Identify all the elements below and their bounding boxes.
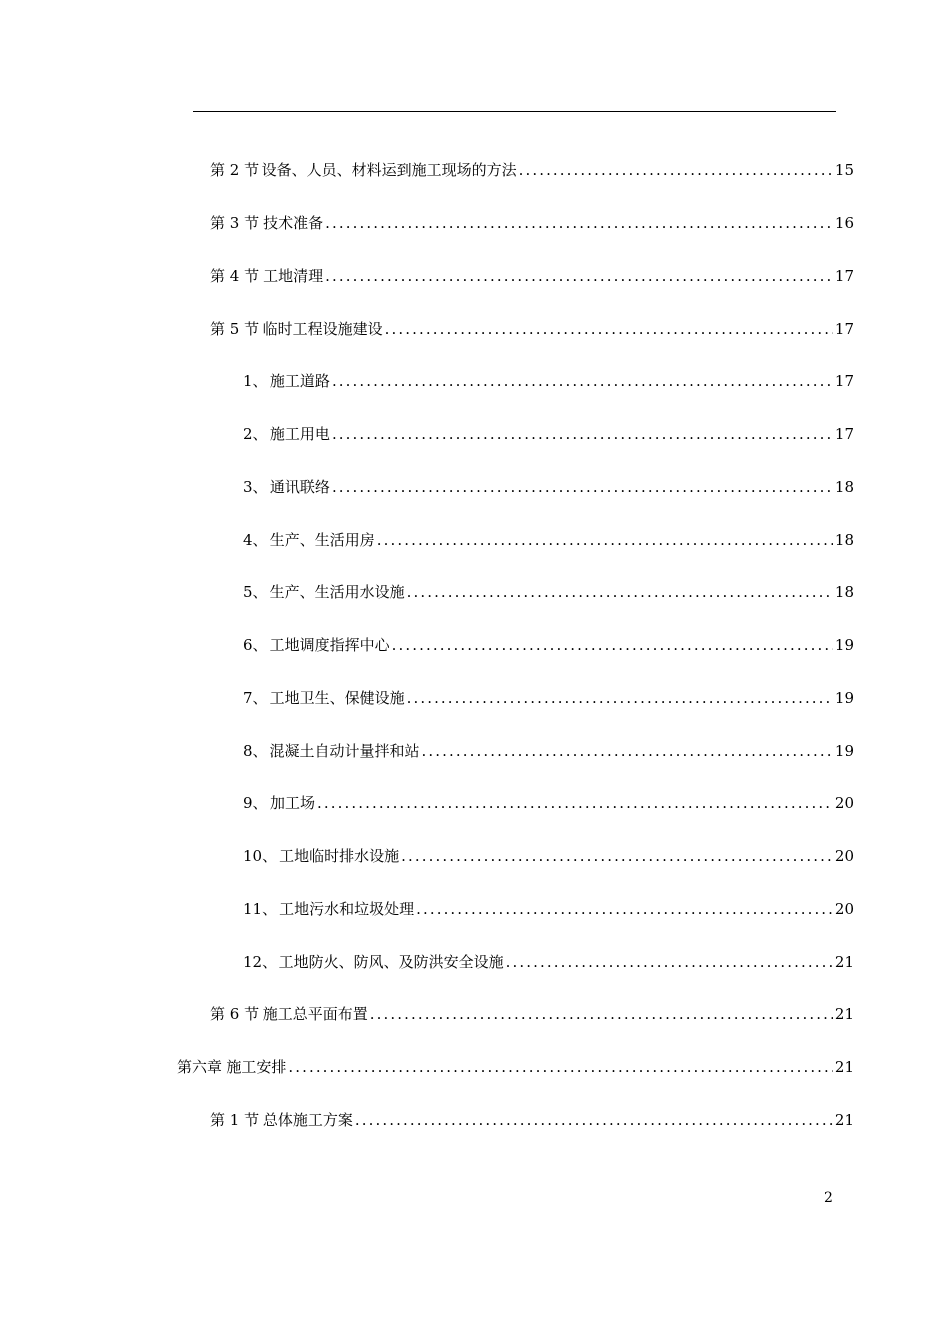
toc-entry-title: 工地卫生、保健设施 bbox=[269, 689, 405, 707]
toc-entry-title: 施工用电 bbox=[269, 425, 330, 443]
toc-entry-number: 2、 bbox=[243, 425, 268, 443]
toc-entry-page: 21 bbox=[834, 1058, 854, 1076]
toc-entry[interactable] bbox=[243, 846, 854, 866]
toc-leader-dots bbox=[407, 688, 833, 708]
toc-entry[interactable] bbox=[243, 952, 854, 972]
toc-entry-number: 1、 bbox=[243, 372, 268, 390]
toc-entry-page: 21 bbox=[834, 953, 854, 971]
toc-entry-title: 施工道路 bbox=[269, 372, 330, 390]
toc-entry-title: 通讯联络 bbox=[269, 478, 330, 496]
toc-entry-title: 施工总平面布置 bbox=[262, 1005, 368, 1023]
toc-entry[interactable] bbox=[177, 1057, 854, 1077]
toc-entry[interactable] bbox=[243, 530, 854, 550]
footer-page-number: 2 bbox=[824, 1190, 833, 1206]
toc-leader-dots bbox=[416, 899, 833, 919]
toc-entry-number: 11、 bbox=[243, 900, 278, 918]
toc-entry-number: 5、 bbox=[243, 583, 268, 601]
toc-entry[interactable] bbox=[243, 741, 854, 761]
toc-entry-page: 19 bbox=[834, 742, 854, 760]
toc-leader-dots bbox=[332, 371, 833, 391]
toc-entry-page: 17 bbox=[834, 320, 854, 338]
toc-entry-page: 16 bbox=[834, 214, 854, 232]
toc-leader-dots bbox=[519, 160, 833, 180]
toc-leader-dots bbox=[355, 1110, 833, 1130]
toc-leader-dots bbox=[407, 582, 833, 602]
toc-leader-dots bbox=[385, 319, 833, 339]
toc-entry-title: 生产、生活用房 bbox=[269, 531, 375, 549]
toc-entry-number: 10、 bbox=[243, 847, 278, 865]
toc-leader-dots bbox=[332, 424, 833, 444]
toc-entry[interactable] bbox=[243, 371, 854, 391]
toc-entry-page: 19 bbox=[834, 636, 854, 654]
toc-entry-title: 设备、人员、材料运到施工现场的方法 bbox=[261, 161, 517, 179]
toc-entry-number: 第 6 节 bbox=[210, 1005, 260, 1023]
toc-entry-page: 20 bbox=[834, 900, 854, 918]
toc-entry-number: 7、 bbox=[243, 689, 268, 707]
toc-entry-title: 工地防火、防风、及防洪安全设施 bbox=[278, 953, 504, 971]
toc-leader-dots bbox=[392, 635, 833, 655]
toc-leader-dots bbox=[332, 477, 833, 497]
toc-leader-dots bbox=[288, 1057, 833, 1077]
toc-leader-dots bbox=[325, 266, 833, 286]
toc-entry-title: 加工场 bbox=[270, 794, 316, 812]
toc-entry-title: 工地调度指挥中心 bbox=[269, 636, 390, 654]
toc-entry-number: 6、 bbox=[243, 636, 268, 654]
toc-entry-number: 第 3 节 bbox=[210, 214, 260, 232]
toc-entry[interactable] bbox=[210, 266, 854, 286]
toc-entry-title: 技术准备 bbox=[263, 214, 324, 232]
toc-entry-number: 第 4 节 bbox=[210, 267, 260, 285]
toc-entry[interactable] bbox=[210, 319, 854, 339]
toc-entry-page: 18 bbox=[834, 583, 854, 601]
toc-entry-number: 第六章 bbox=[177, 1058, 223, 1076]
toc-entry[interactable] bbox=[210, 1110, 854, 1130]
toc-entry-title: 生产、生活用水设施 bbox=[269, 583, 405, 601]
toc-entry-page: 17 bbox=[834, 425, 854, 443]
toc-entry-title: 工地临时排水设施 bbox=[279, 847, 400, 865]
toc-entry-page: 19 bbox=[834, 689, 854, 707]
toc-entry-page: 18 bbox=[834, 531, 854, 549]
toc-entry-title: 工地清理 bbox=[263, 267, 324, 285]
toc-entry-number: 第 2 节 bbox=[210, 161, 260, 179]
toc-leader-dots bbox=[317, 793, 833, 813]
toc-entry[interactable] bbox=[243, 899, 854, 919]
toc-entry[interactable] bbox=[243, 477, 854, 497]
toc-entry-number: 第 1 节 bbox=[210, 1111, 260, 1129]
toc-entry-title: 工地污水和垃圾处理 bbox=[279, 900, 415, 918]
toc-entry-number: 3、 bbox=[243, 478, 268, 496]
toc-entry-page: 15 bbox=[834, 161, 854, 179]
toc-entry-page: 17 bbox=[834, 372, 854, 390]
toc-entry[interactable] bbox=[210, 213, 854, 233]
toc-leader-dots bbox=[377, 530, 833, 550]
toc-leader-dots bbox=[370, 1004, 833, 1024]
toc-entry-page: 20 bbox=[834, 794, 854, 812]
toc-entry-number: 4、 bbox=[243, 531, 268, 549]
toc-entry-page: 20 bbox=[834, 847, 854, 865]
toc-entry-title: 临时工程设施建设 bbox=[262, 320, 383, 338]
toc-entry[interactable] bbox=[243, 688, 854, 708]
toc-leader-dots bbox=[422, 741, 833, 761]
toc-entry-page: 21 bbox=[834, 1111, 854, 1129]
toc-entry-title: 混凝土自动计量拌和站 bbox=[269, 742, 420, 760]
toc-entry[interactable] bbox=[243, 582, 854, 602]
toc-entry[interactable] bbox=[210, 1004, 854, 1024]
toc-entry-page: 21 bbox=[834, 1005, 854, 1023]
toc-entry-page: 17 bbox=[834, 267, 854, 285]
toc-entry-number: 第 5 节 bbox=[210, 320, 260, 338]
toc-entry-title: 总体施工方案 bbox=[262, 1111, 353, 1129]
toc-entry-number: 9、 bbox=[243, 794, 268, 812]
toc-entry-number: 12、 bbox=[243, 953, 278, 971]
toc-entry-title: 施工安排 bbox=[226, 1058, 287, 1076]
toc-entry[interactable] bbox=[243, 793, 854, 813]
toc-entry[interactable] bbox=[243, 635, 854, 655]
toc-entry-page: 18 bbox=[834, 478, 854, 496]
toc-leader-dots bbox=[325, 213, 833, 233]
toc-leader-dots bbox=[506, 952, 833, 972]
toc-entry-number: 8、 bbox=[243, 742, 268, 760]
toc-entry[interactable] bbox=[210, 160, 854, 180]
toc-entry[interactable] bbox=[243, 424, 854, 444]
toc-leader-dots bbox=[401, 846, 833, 866]
